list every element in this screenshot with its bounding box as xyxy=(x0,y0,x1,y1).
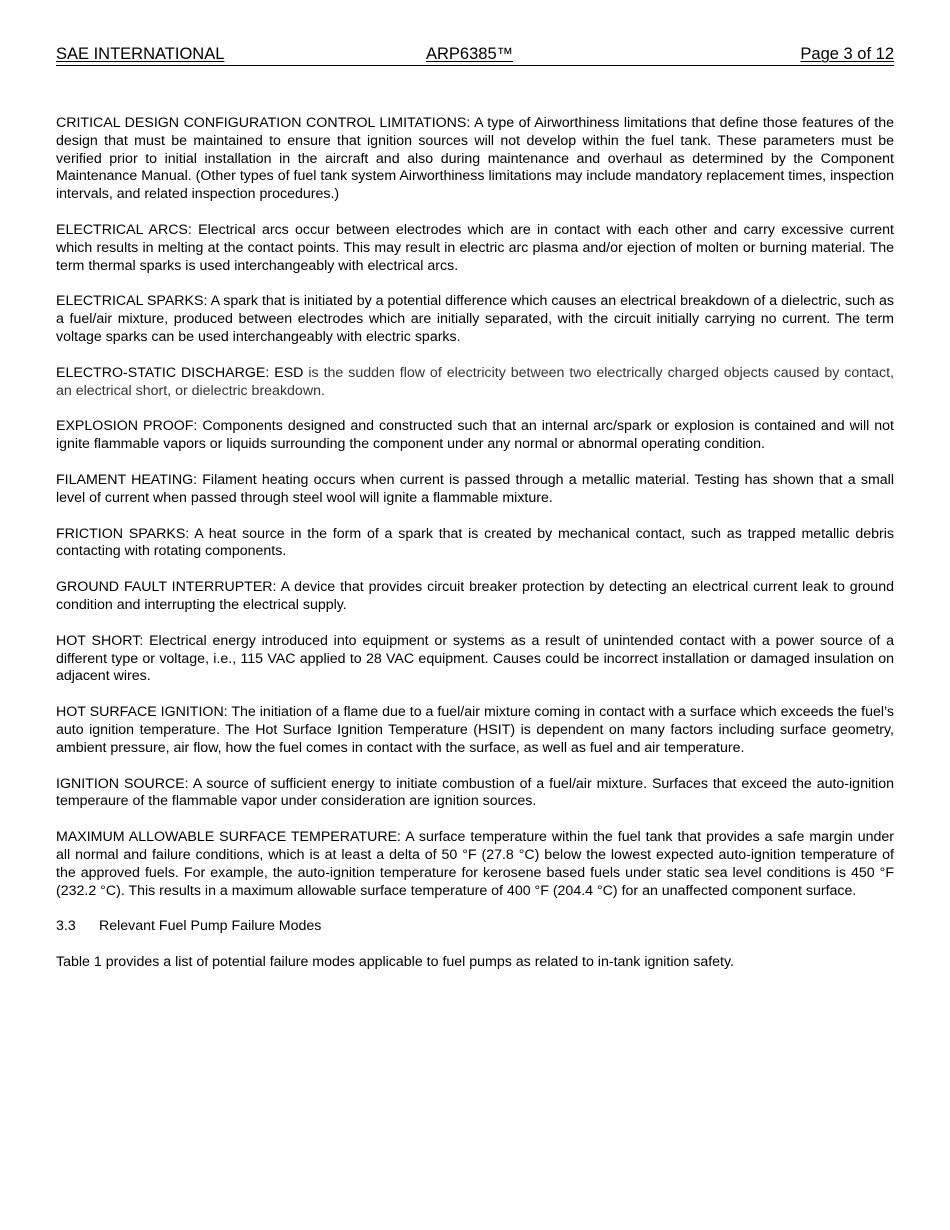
definition-electrical-arcs xyxy=(56,222,894,275)
page-header xyxy=(56,44,894,66)
definition-term: HOT SURFACE IGNITION: xyxy=(56,704,228,721)
definition-explosion-proof xyxy=(56,418,894,454)
header-organization: SAE INTERNATIONAL xyxy=(56,45,225,63)
definition-term: IGNITION SOURCE: xyxy=(56,775,189,792)
section-number: 3.3 xyxy=(56,918,76,935)
definition-text: A device that provides circuit breaker protection by detecting an electrical current leak to ground condition and interrupting the electrical supply. xyxy=(56,579,894,613)
definition-hot-short xyxy=(56,633,894,686)
definition-term: FILAMENT HEATING: xyxy=(56,471,198,488)
definition-term: ELECTRICAL SPARKS: xyxy=(56,293,208,310)
definition-text: Components designed and constructed such that an internal arc/spark or explosion is contained and will not ignite flammable vapors or liquids surrounding the component under any normal or abnormal operating condition. xyxy=(56,418,894,453)
definition-max-allowable-surface-temp xyxy=(56,829,894,900)
definition-term: ELECTRICAL ARCS: xyxy=(56,221,192,238)
definition-friction-sparks xyxy=(56,526,894,562)
definition-filament-heating xyxy=(56,472,894,508)
definition-term: FRICTION SPARKS: xyxy=(56,525,190,542)
section-title: Relevant Fuel Pump Failure Modes xyxy=(99,918,322,935)
definition-text: A type of Airworthiness limitations that define those features of the design that must be maintained to ensure that ignition sources will not develop within the fuel tank. These parameters must be verified prior to initial installation in the aircraft and also during maintenance and overhaul as determined by the Component Maintenance Manual. (Other types of fuel tank system Airworthiness limitations may include mandatory replacement times, inspection intervals, and related inspection procedures.) xyxy=(56,115,894,203)
definition-term: HOT SHORT: xyxy=(56,632,144,649)
header-page-number: Page 3 of 12 xyxy=(800,45,894,63)
definition-text: A surface temperature within the fuel tank that provides a safe margin under all normal and failure conditions, which is at least a delta of 50 °F (27.8 °C) below the lowest expected auto-ignition temperature of the approved fuels. For example, the auto-ignition temperature for kerosene based fuels under static sea level conditions is 450 °F (232.2 °C). This results in a maximum allowable surface temperature of 400 °F (204.4 °C) for an unaffected component surface. xyxy=(56,829,894,899)
definition-text: is the sudden flow of electricity between two electrically charged objects caused by contact, an electrical short, or dielectric breakdown. xyxy=(56,364,894,399)
definition-text: Electrical energy introduced into equipment or systems as a result of unintended contact with a power source of a different type or voltage, i.e., 115 VAC applied to 28 VAC equipment. Causes could be incorrect installation or damaged insulation on adjacent wires. xyxy=(56,632,894,685)
definition-term: EXPLOSION PROOF: xyxy=(56,418,198,435)
definition-term: ELECTRO-STATIC DISCHARGE: ESD xyxy=(56,364,304,381)
definition-critical-design xyxy=(56,115,894,204)
definition-ground-fault-interrupter xyxy=(56,579,894,615)
definition-hot-surface-ignition xyxy=(56,704,894,757)
definition-term: GROUND FAULT INTERRUPTER: xyxy=(56,579,277,596)
document-body xyxy=(56,115,894,990)
closing-paragraph: Table 1 provides a list of potential failure modes applicable to fuel pumps as related to in-tank ignition safety. xyxy=(56,954,734,971)
definition-esd xyxy=(56,365,894,401)
definition-text: Filament heating occurs when current is passed through a metallic material. Testing has shown that a small level of current when passed through steel wool will ignite a flammable mixture. xyxy=(56,471,894,506)
definition-ignition-source xyxy=(56,776,894,812)
definition-text: A spark that is initiated by a potential difference which causes an electrical breakdown of a dielectric, such as a fuel/air mixture, produced between electrodes which are initially separated, with the circuit initially carrying no current. The term voltage sparks can be used interchangeably with electric sparks. xyxy=(56,293,894,345)
definition-term: CRITICAL DESIGN CONFIGURATION CONTROL LIMITATIONS: xyxy=(56,115,471,131)
definition-text: A source of sufficient energy to initiate combustion of a fuel/air mixture. Surfaces that exceed the auto-ignition temperaure of the flammable vapor under consideration are ignition sources. xyxy=(56,775,894,810)
definition-electrical-sparks xyxy=(56,293,894,346)
header-document-id: ARP6385™ xyxy=(426,45,514,63)
definition-text: The initiation of a flame due to a fuel/air mixture coming in contact with a surface which exceeds the fuel’s auto ignition temperature. The Hot Surface Ignition Temperature (HSIT) is dependent on many factors including surface geometry, ambient pressure, air flow, how the fuel comes in contact with the surface, as well as fuel and air temperature. xyxy=(56,704,894,756)
definition-text: A heat source in the form of a spark that is created by mechanical contact, such as trapped metallic debris contacting with rotating components. xyxy=(56,525,894,560)
definition-term: MAXIMUM ALLOWABLE SURFACE TEMPERATURE: xyxy=(56,829,401,846)
definition-text: Electrical arcs occur between electrodes which are in contact with each other and carry excessive current which results in melting at the contact points. This may result in electric arc plasma and/or ejection of molten or burning material. The term thermal sparks is used interchangeably with electrical arcs. xyxy=(56,221,894,274)
section-heading xyxy=(56,918,894,936)
